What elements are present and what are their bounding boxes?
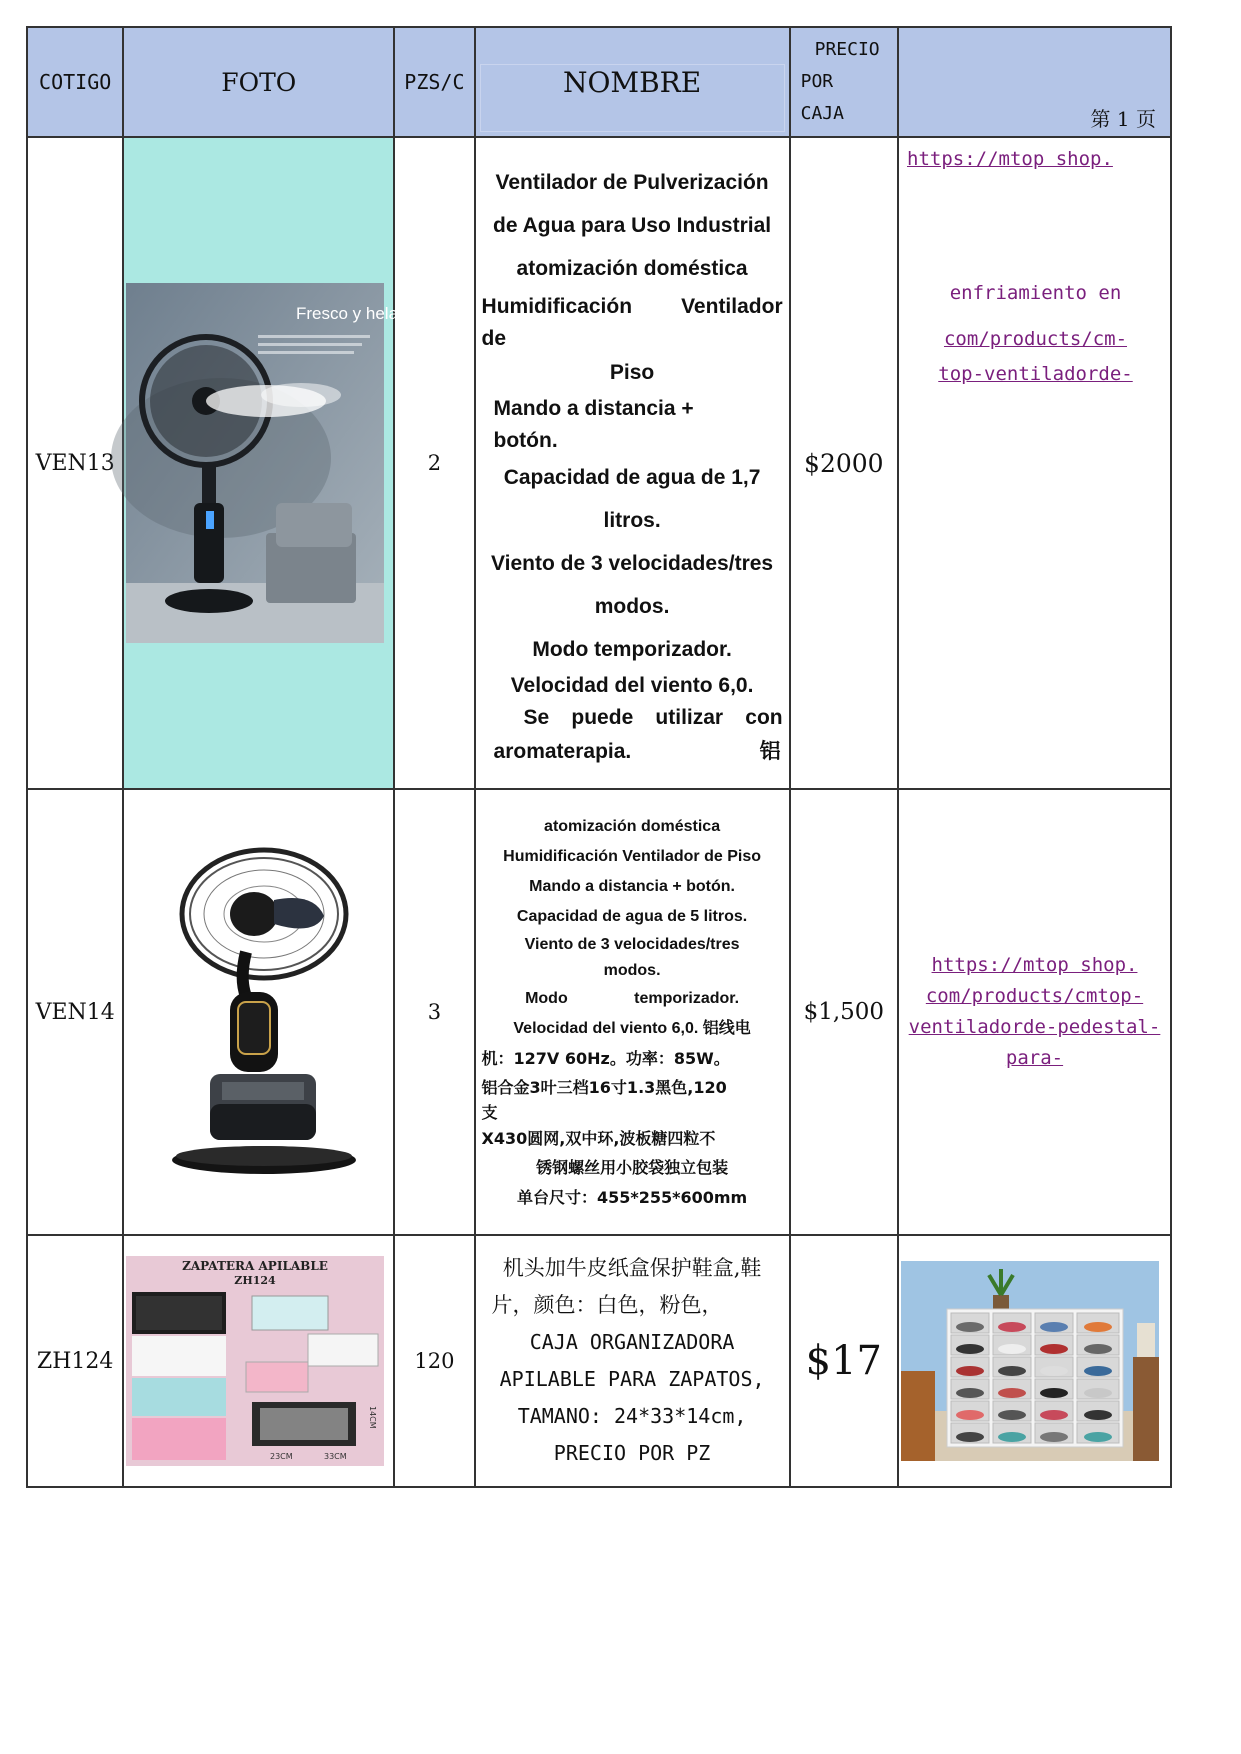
header-nombre [475, 27, 790, 137]
desc-line: 片，颜色：白色，粉色， [491, 1293, 723, 1317]
desc-line: TAMANO: 24*33*14cm, [517, 1404, 747, 1428]
desc-line: 支 [481, 1102, 498, 1122]
desc-line: CAJA ORGANIZADORA [529, 1330, 735, 1354]
shoe-rack-photo [901, 1261, 1159, 1461]
desc-line: Capacidad de agua de 5 litros. [516, 907, 748, 925]
desc-line: litros. [603, 509, 661, 532]
desc-line: 单台尺寸：455*255*600mm [516, 1187, 748, 1207]
desc-line: 铝合金3叶三档16寸1.3黑色,120 [481, 1077, 727, 1097]
desc-line: Mando a distancia + botón. [529, 877, 735, 895]
product-qty: 120 [394, 1235, 474, 1487]
desc-line: Mando a distancia + [493, 397, 694, 420]
product-code: ZH124 [27, 1235, 123, 1487]
product-link-text: enfriamiento en [949, 282, 1122, 304]
desc-line: X430圆网,双中环,波板糖四粒不 [481, 1128, 716, 1148]
product-link-cell [898, 137, 1171, 789]
header-foto: FOTO [123, 27, 394, 137]
desc-line: Se puede utilizar con [523, 706, 783, 729]
desc-line: APILABLE PARA ZAPATOS, [499, 1367, 765, 1391]
desc-line: modos. [603, 961, 661, 979]
product-code: VEN13 [27, 137, 123, 789]
desc-line-part: aromaterapia. [493, 740, 632, 763]
photo-caption: Fresco y helado [296, 304, 418, 323]
product-photo-cell [123, 1235, 394, 1487]
pedestal-fan-photo [126, 842, 392, 1182]
desc-line: Velocidad del viento 6,0. [510, 674, 754, 697]
product-qty: 3 [394, 789, 474, 1235]
desc-line: botón. [493, 429, 558, 452]
product-link[interactable]: https://mtop shop. [931, 954, 1138, 976]
desc-line: Modo temporizador. [532, 638, 732, 661]
dimension-label: 14CM [368, 1406, 378, 1429]
desc-line: PRECIO POR PZ [553, 1441, 711, 1465]
desc-line: 锈钢螺丝用小胶袋独立包装 [536, 1157, 729, 1177]
desc-line [482, 735, 783, 769]
product-link[interactable]: com/products/cmtop- [925, 985, 1144, 1007]
dimension-label: 33CM [324, 1452, 347, 1461]
shoe-box-photo [126, 1256, 384, 1466]
product-photo-cell [123, 137, 418, 789]
desc-line: de Agua para Uso Industrial [493, 214, 772, 237]
desc-line: Capacidad de agua de 1,7 [503, 466, 761, 489]
product-link[interactable]: para- [1005, 1047, 1064, 1069]
desc-line: Humidificación Ventilador de Piso [503, 847, 761, 865]
product-link[interactable]: ventiladorde-pedestal- [908, 1016, 1161, 1038]
product-description [475, 789, 790, 1235]
header-row [27, 27, 1171, 137]
header-pzs: PZS/C [394, 27, 474, 137]
product-description [475, 1235, 790, 1487]
header-code: COTIGO [27, 27, 123, 137]
product-qty: 2 [394, 137, 474, 789]
dimension-label: 23CM [270, 1452, 293, 1461]
product-link-cell [898, 789, 1171, 1235]
desc-line: atomización doméstica [516, 257, 748, 280]
header-precio-line-1: PRECIO [814, 39, 880, 60]
desc-line: Modo temporizador. [525, 989, 740, 1007]
desc-line: 机头加牛皮纸盒保护鞋盒,鞋 [502, 1256, 762, 1280]
desc-line: modos. [594, 595, 670, 618]
header-precio-line-3: CAJA [800, 103, 844, 124]
header-precio [790, 27, 898, 137]
header-precio-line-2: POR [800, 71, 834, 92]
desc-line: 机：127V 60Hz。功率：85W。 [481, 1048, 730, 1068]
product-catalog-table [26, 26, 1172, 1488]
photo-subcaption: ZH124 [234, 1274, 277, 1287]
product-photo-cell [898, 1235, 1171, 1487]
product-code: VEN14 [27, 789, 123, 1235]
desc-line: Piso [609, 361, 655, 384]
product-link[interactable]: top-ventiladorde- [938, 363, 1133, 385]
table-row [27, 1235, 1171, 1487]
desc-line: atomización doméstica [544, 817, 721, 835]
product-price: $2000 [790, 137, 898, 789]
page-number: 第 1 页 [898, 27, 1171, 137]
mist-fan-photo [126, 283, 418, 643]
header-nombre-label: NOMBRE [562, 65, 702, 99]
product-price: $1,500 [790, 789, 898, 1235]
table-row [27, 137, 1171, 789]
table-row [27, 789, 1171, 1235]
product-price: $17 [790, 1235, 898, 1487]
product-link[interactable]: https://mtop shop. [907, 148, 1113, 170]
desc-line: Ventilador de Pulverización [495, 171, 769, 194]
desc-line: Humidificación Ventilador [481, 295, 783, 318]
desc-line-part: 铝 [759, 740, 781, 763]
desc-line: Viento de 3 velocidades/tres [491, 552, 774, 575]
desc-line: Velocidad del viento 6,0. 铝线电 [513, 1019, 751, 1037]
product-description [475, 137, 790, 789]
product-photo-cell [123, 789, 394, 1235]
product-link[interactable]: com/products/cm- [943, 328, 1128, 350]
desc-line: Viento de 3 velocidades/tres [524, 935, 740, 953]
desc-line: de [481, 327, 507, 350]
photo-caption: ZAPATERA APILABLE [182, 1259, 329, 1273]
